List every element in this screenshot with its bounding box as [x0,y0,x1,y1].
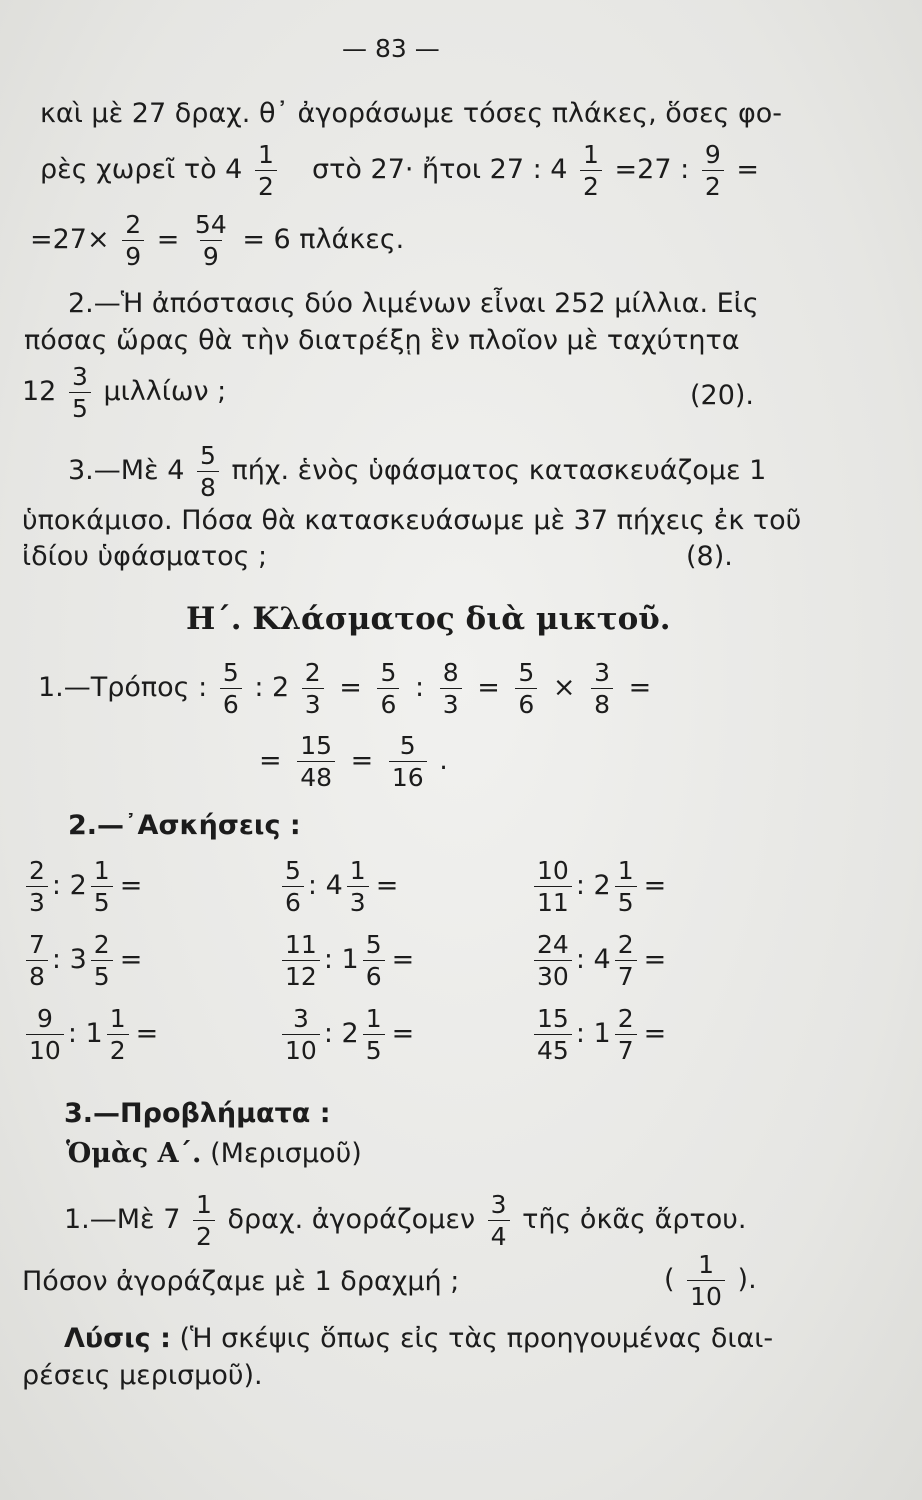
fraction [282,932,320,989]
text-segment: =27× [30,224,110,255]
denominator: 11 [534,886,572,915]
fraction [363,1006,385,1063]
equals-sign: = [259,745,282,776]
denominator: 2 [193,1220,215,1249]
fraction [91,858,113,915]
denominator: 48 [297,761,335,790]
exercises-label: 2.—᾽Ασκήσεις : [68,810,301,841]
text-segment: 1.—Τρόπος : [38,672,208,703]
fraction [122,212,144,269]
fraction [389,733,427,790]
exercise-item [22,858,145,915]
text-line: καὶ μὲ 27 δραχ. θ᾽ ἀγοράσωμε τόσες πλάκες, ὅσες φο- [40,98,783,129]
whole-number: 3 [69,944,87,975]
text-line [22,364,772,421]
numerator: 1 [698,1250,714,1279]
group-subtitle: (Μερισμοῦ) [210,1138,362,1169]
whole-number: 1 [593,1018,611,1049]
numerator: 1 [196,1190,212,1219]
page-number: — 83 — [342,34,440,63]
denominator: 6 [282,886,304,915]
denominator: 5 [363,1034,385,1063]
text-segment: 3.—Μὲ 4 [68,455,185,486]
numerator: 9 [36,1004,53,1033]
text-segment: =27 : [614,154,690,185]
denominator: 7 [615,1034,637,1063]
denominator: 30 [534,960,572,989]
fraction [687,1252,725,1309]
numerator: 2 [29,856,45,885]
whole-number: 1 [85,1018,103,1049]
numerator: 3 [71,362,88,391]
text-segment: = 6 πλάκες. [242,224,405,255]
denominator: 5 [91,886,113,915]
numerator: 1 [257,140,274,169]
fraction [534,932,572,989]
fraction [255,142,277,199]
fraction [193,1192,215,1249]
fraction [702,142,724,199]
denominator: 6 [377,688,399,717]
fraction [488,1192,510,1249]
numerator: 5 [365,930,382,959]
numerator: 15 [300,731,333,760]
fraction [220,660,242,717]
problems-label: 3.—Προβλήματα : [64,1098,331,1129]
answer: (8). [686,541,733,572]
fraction [440,660,462,717]
whole-number: 4 [593,944,611,975]
text-segment: στὸ 27· ἤτοι 27 : 4 [312,154,568,185]
exercise-item [278,858,401,915]
solution-label: Λύσις : [64,1323,171,1354]
text-line: Πόσον ἀγοράζαμε μὲ 1 δραχμή ; [22,1266,460,1297]
denominator: 3 [440,688,462,717]
colon-sign: : [575,870,585,901]
exercise-item [530,858,669,915]
text-line [40,142,759,199]
exercise-item [22,1006,161,1063]
denominator: 2 [702,170,724,199]
text-line: ὑποκάμισο. Πόσα θὰ κατασκευάσωμε μὲ 37 πήχεις ἐκ τοῦ [22,505,802,536]
exercise-item [22,932,145,989]
paren: ( [664,1264,675,1295]
fraction [302,660,324,717]
numerator: 5 [399,731,416,760]
whole-number: 2 [341,1018,359,1049]
numerator: 5 [380,658,397,687]
colon-sign: : [67,1018,77,1049]
equals-sign: = [391,1018,415,1049]
equals-sign: = [375,870,399,901]
denominator: 4 [488,1220,510,1249]
group-label [66,1140,362,1167]
denominator: 6 [515,688,537,717]
text-segment: = [736,154,759,185]
fraction [91,932,113,989]
equals-sign: = [119,870,143,901]
numerator: 1 [365,1004,382,1033]
text-segment: πήχ. ἑνὸς ὑφάσματος κατασκευάζομε 1 [231,455,767,486]
text-segment: δραχ. ἀγοράζομεν [227,1204,476,1235]
equals-sign: = [628,672,652,703]
numerator: 8 [442,658,459,687]
times-sign: × [552,672,576,703]
denominator: 10 [687,1280,725,1309]
colon-sign: : [51,870,62,901]
denominator: 12 [282,960,320,989]
denominator: 5 [69,392,91,421]
text-line [68,443,766,500]
fraction [107,1006,129,1063]
exercise-item [278,1006,417,1063]
numerator: 1 [617,856,634,885]
numerator: 2 [125,210,142,239]
equals-sign: = [643,944,667,975]
text-line: ἰδίου ὑφάσματος ; [22,541,268,572]
text-segment: : 2 [254,672,290,703]
method-line [38,660,654,717]
denominator: 8 [591,688,613,717]
denominator: 9 [200,240,222,269]
numerator: 5 [222,658,239,687]
denominator: 16 [389,761,427,790]
section-heading: Η΄. Κλάσματος διὰ μικτοῦ. [186,601,671,637]
numerator: 5 [200,441,216,470]
equals-sign: = [339,672,362,703]
denominator: 2 [107,1034,129,1063]
numerator: 1 [583,140,599,169]
colon-sign: : [51,944,62,975]
colon-sign: : [575,944,585,975]
fraction [192,212,230,269]
numerator: 1 [109,1004,126,1033]
denominator: 5 [91,960,113,989]
fraction [69,364,91,421]
denominator: 5 [615,886,637,915]
colon-sign: : [575,1018,585,1049]
equals-sign: = [391,944,415,975]
text-line: πόσας ὥρας θὰ τὴν διατρέξῃ ἓν πλοῖον μὲ ταχύτητα [24,325,740,356]
fraction [282,858,304,915]
equals-sign: = [643,1018,667,1049]
exercise-item [278,932,417,989]
exercise-item [530,932,669,989]
denominator: 3 [347,886,369,915]
answer: (20). [690,380,755,411]
numerator: 24 [537,930,569,959]
text-line [30,212,404,269]
text-segment: = [156,224,180,255]
fraction [615,858,637,915]
fraction [197,443,219,500]
numerator: 2 [93,930,110,959]
numerator: 3 [594,658,611,687]
text-segment: τῆς ὀκᾶς ἄρτου. [522,1204,747,1235]
text-segment: 1.—Μὲ 7 [64,1204,181,1235]
whole-number: 2 [69,870,87,901]
colon-sign: : [307,870,318,901]
fraction [515,660,537,717]
denominator: 9 [122,240,144,269]
fraction [377,660,399,717]
denominator: 3 [26,886,48,915]
fraction [580,142,602,199]
equals-sign: = [477,672,500,703]
denominator: 2 [255,170,277,199]
text-segment: ρὲς χωρεῖ τὸ 4 [40,154,243,185]
denominator: 6 [363,960,385,989]
numerator: 2 [617,1004,634,1033]
text-line: 2.—Ἡ ἀπόστασις δύο λιμένων εἶναι 252 μίλλια. Εἰς [68,288,759,319]
fraction [615,1006,637,1063]
denominator: 7 [615,960,637,989]
fraction [282,1006,320,1063]
fraction [363,932,385,989]
equals-sign: = [643,870,667,901]
denominator: 10 [282,1034,320,1063]
denominator: 3 [302,688,324,717]
numerator: 9 [704,140,721,169]
fraction [534,858,572,915]
answer [664,1252,757,1309]
whole-number: 4 [325,870,343,901]
numerator: 2 [304,658,321,687]
denominator: 2 [580,170,602,199]
fraction [26,858,48,915]
fraction [347,858,369,915]
colon-sign: : [323,944,333,975]
text-segment: 12 [22,376,57,407]
numerator: 15 [537,1004,569,1033]
colon-sign: : [323,1018,333,1049]
fraction [297,733,335,790]
fraction [26,932,48,989]
exercise-item [530,1006,669,1063]
numerator: 7 [29,930,45,959]
fraction [615,932,637,989]
paren: ). [737,1264,757,1295]
denominator: 6 [220,688,242,717]
denominator: 8 [26,960,48,989]
equals-sign: = [350,745,374,776]
numerator: 5 [518,658,535,687]
numerator: 10 [537,856,569,885]
method-result: = $\frac{15}{48}$ = $\frac{5}{16}$ . [259,731,448,792]
equals-sign: = [119,944,143,975]
problem-line [64,1192,747,1249]
denominator: 8 [197,471,219,500]
numerator: 3 [292,1004,309,1033]
numerator: 2 [617,930,634,959]
fraction [534,1006,572,1063]
text-segment: (Ἡ σκέψις ὅπως εἰς τὰς προηγουμένας διαι- [179,1323,774,1354]
solution-line [64,1325,773,1352]
group-title: Ὁμὰς Α΄. [66,1138,202,1169]
numerator: 5 [285,856,301,885]
fraction [26,1006,64,1063]
numerator: 3 [490,1190,507,1219]
fraction [591,660,613,717]
denominator: 45 [534,1034,572,1063]
denominator: 10 [26,1034,64,1063]
numerator: 11 [285,930,317,959]
whole-number: 2 [593,870,611,901]
numerator: 1 [349,856,366,885]
whole-number: 1 [341,944,359,975]
text-line: ρέσεις μερισμοῦ). [22,1360,263,1391]
numerator: 54 [194,210,227,239]
numerator: 1 [93,856,110,885]
colon-sign: : [414,672,425,703]
text-segment: μιλλίων ; [103,376,227,407]
equals-sign: = [135,1018,159,1049]
